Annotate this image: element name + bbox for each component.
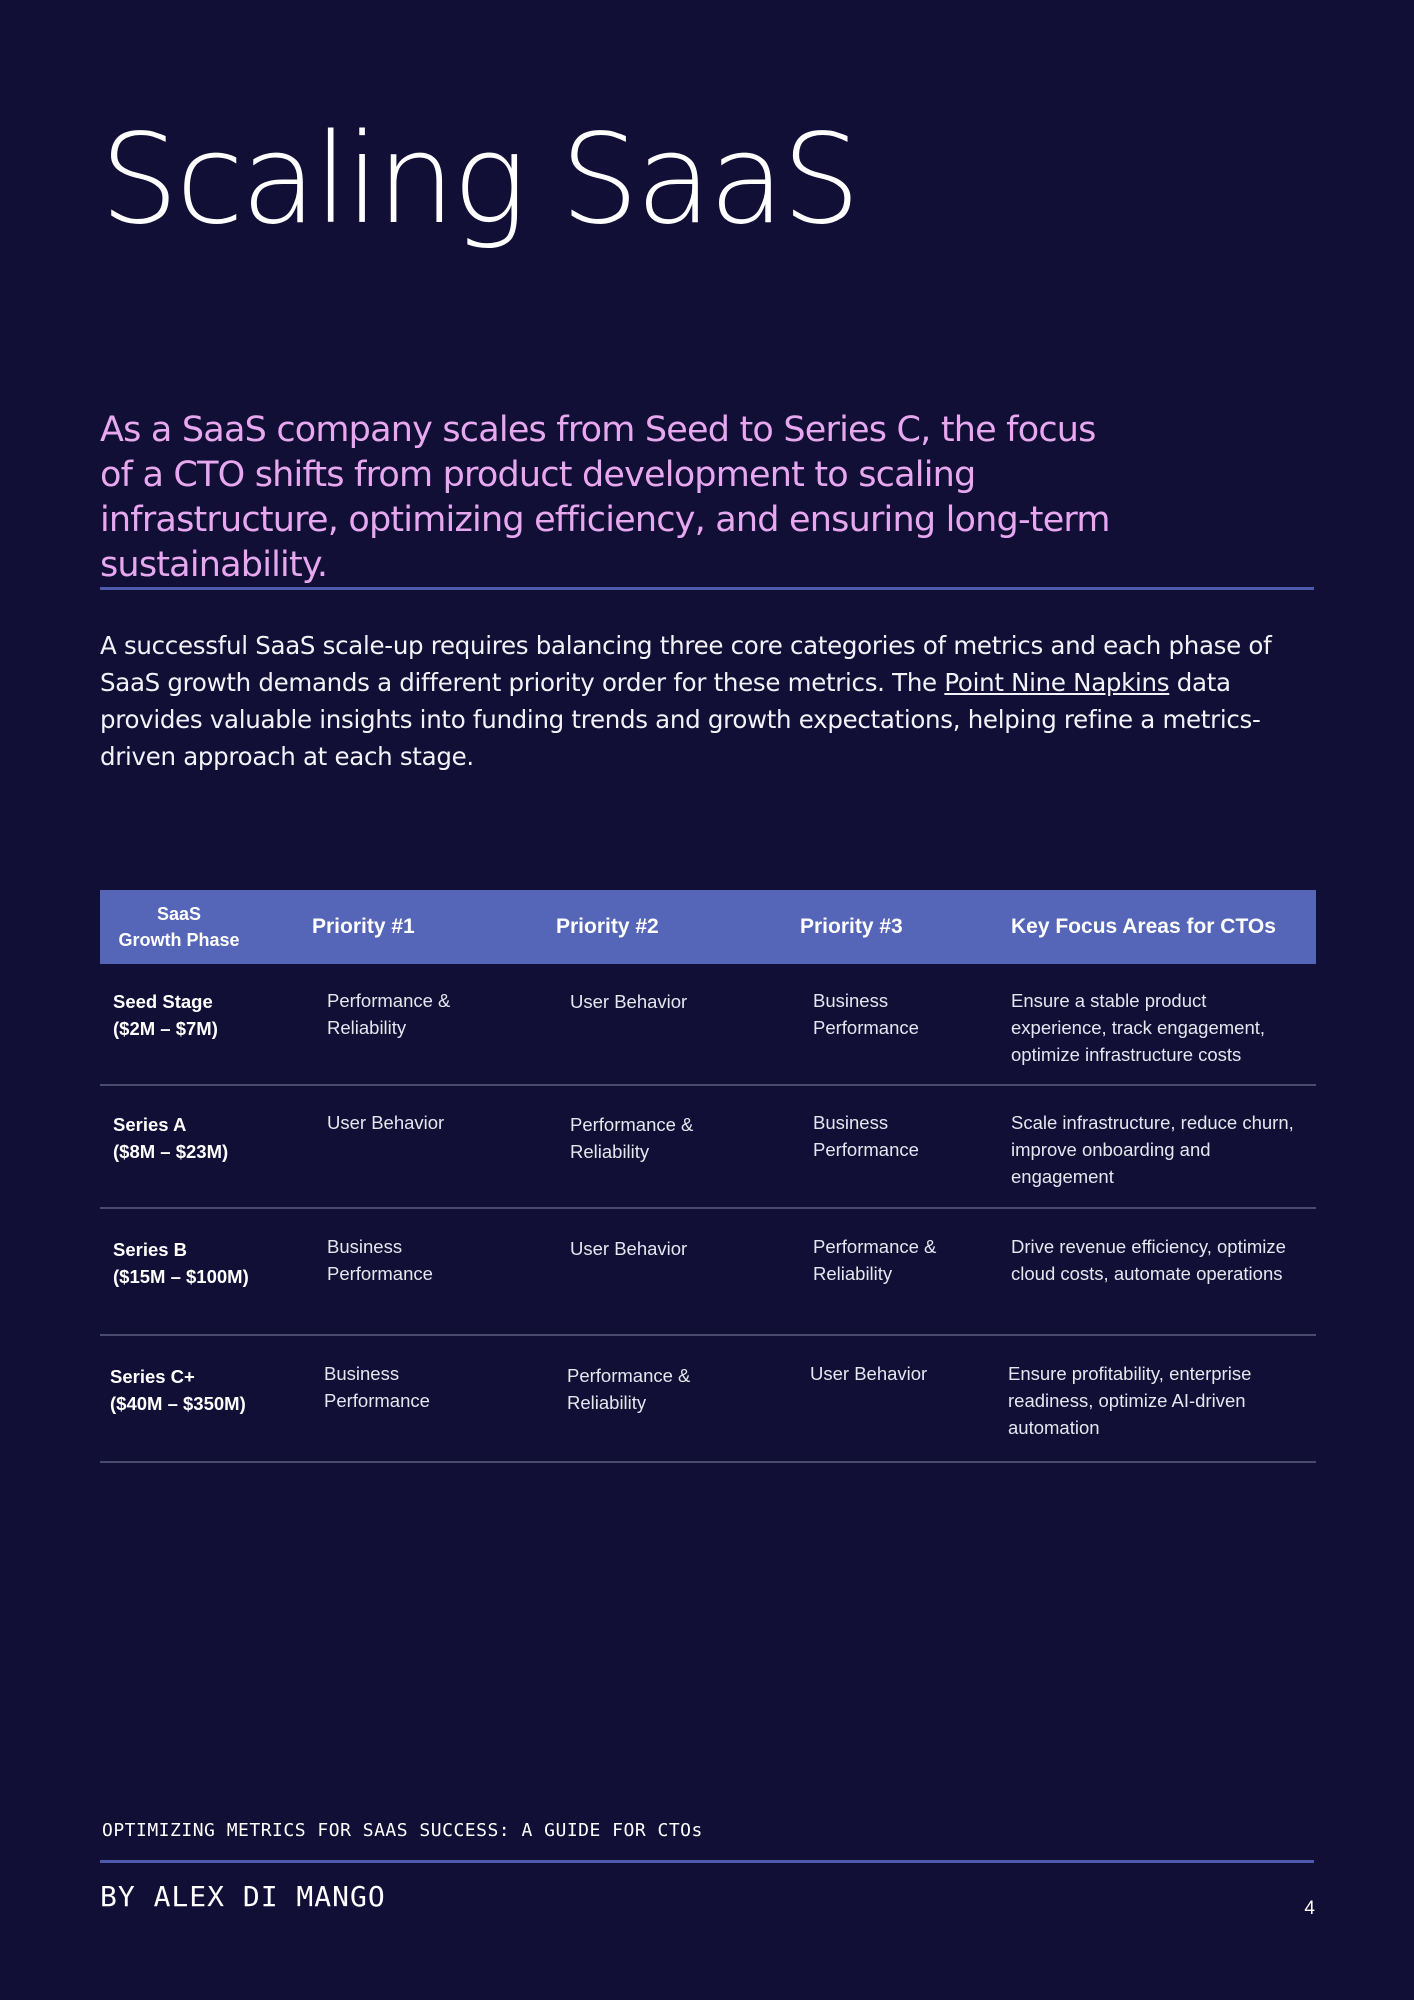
header-priority-3: Priority #3 xyxy=(800,915,903,938)
row-priority-2: Performance & Reliability xyxy=(567,1365,691,1413)
row-priority-1: Business Performance xyxy=(327,1236,433,1284)
page-number: 4 xyxy=(1304,1898,1315,1919)
footer-series-title: OPTIMIZING METRICS FOR SAAS SUCCESS: A GUIDE FOR CTOs xyxy=(102,1820,703,1841)
row-priority-1: Business Performance xyxy=(324,1363,430,1411)
table-row-seed xyxy=(100,964,1316,1086)
phase-range: ($40M – $350M) xyxy=(110,1393,246,1414)
phase-name: Series C+ xyxy=(110,1366,195,1387)
row-priority-1: Performance & Reliability xyxy=(327,990,451,1038)
phase-range: ($2M – $7M) xyxy=(113,1018,218,1039)
paragraph-text-end: data provides valuable insights into funding trends and growth expectations, helping refine a metrics-driven approach at each stage. xyxy=(100,668,1261,771)
row-key-focus: Drive revenue efficiency, optimize cloud costs, automate operations xyxy=(1011,1236,1286,1284)
phase-name: Seed Stage xyxy=(113,991,213,1012)
table-row-series-a xyxy=(100,1086,1316,1209)
point-nine-napkins-link[interactable]: Point Nine Napkins xyxy=(944,668,1170,697)
row-priority-3: Business Performance xyxy=(813,1112,919,1160)
phase-range: ($15M – $100M) xyxy=(113,1266,249,1287)
header-phase-line2: Growth Phase xyxy=(118,930,240,950)
phase-range: ($8M – $23M) xyxy=(113,1141,229,1162)
footer-divider xyxy=(100,1860,1314,1863)
row-priority-3: Performance & Reliability xyxy=(813,1236,937,1284)
row-key-focus: Scale infrastructure, reduce churn, improve onboarding and engagement xyxy=(1011,1112,1294,1187)
paragraph-text-start: A successful SaaS scale-up requires balancing three core categories of metrics and each phase of SaaS growth demands a different priority order for these metrics. The xyxy=(100,631,1272,697)
header-growth-phase xyxy=(100,890,258,964)
intro-paragraph xyxy=(100,627,1320,775)
table-header xyxy=(100,890,1316,964)
page-title: Scaling SaaS xyxy=(100,108,858,252)
section-divider xyxy=(100,587,1314,590)
row-priority-3: Business Performance xyxy=(813,990,919,1038)
header-priority-1: Priority #1 xyxy=(312,915,415,938)
phase-name: Series B xyxy=(113,1239,188,1260)
table-row-series-b xyxy=(100,1209,1316,1336)
row-key-focus: Ensure profitability, enterprise readiness, optimize AI-driven automation xyxy=(1008,1363,1252,1438)
row-priority-2: User Behavior xyxy=(570,1238,688,1259)
header-key-focus: Key Focus Areas for CTOs xyxy=(1011,915,1276,938)
author-byline: BY ALEX DI MANGO xyxy=(100,1880,386,1913)
row-priority-1: User Behavior xyxy=(327,1112,445,1133)
header-phase-line1: SaaS xyxy=(156,904,202,924)
table-row-series-c xyxy=(100,1336,1316,1463)
row-priority-2: User Behavior xyxy=(570,991,688,1012)
row-phase xyxy=(113,1111,313,1165)
row-priority-2: Performance & Reliability xyxy=(570,1114,694,1162)
phase-name: Series A xyxy=(113,1114,187,1135)
growth-phase-table xyxy=(100,890,1316,1463)
row-priority-3: User Behavior xyxy=(810,1363,928,1384)
row-key-focus: Ensure a stable product experience, track engagement, optimize infrastructure costs xyxy=(1011,990,1266,1065)
intro-lead: As a SaaS company scales from Seed to Series C, the focus of a CTO shifts from product development to scaling infrastructure, optimizing efficiency, and ensuring long-term sustainability. xyxy=(100,410,1110,585)
row-phase xyxy=(113,988,313,1042)
row-phase xyxy=(110,1363,310,1417)
row-phase xyxy=(113,1236,313,1290)
header-priority-2: Priority #2 xyxy=(556,915,659,938)
